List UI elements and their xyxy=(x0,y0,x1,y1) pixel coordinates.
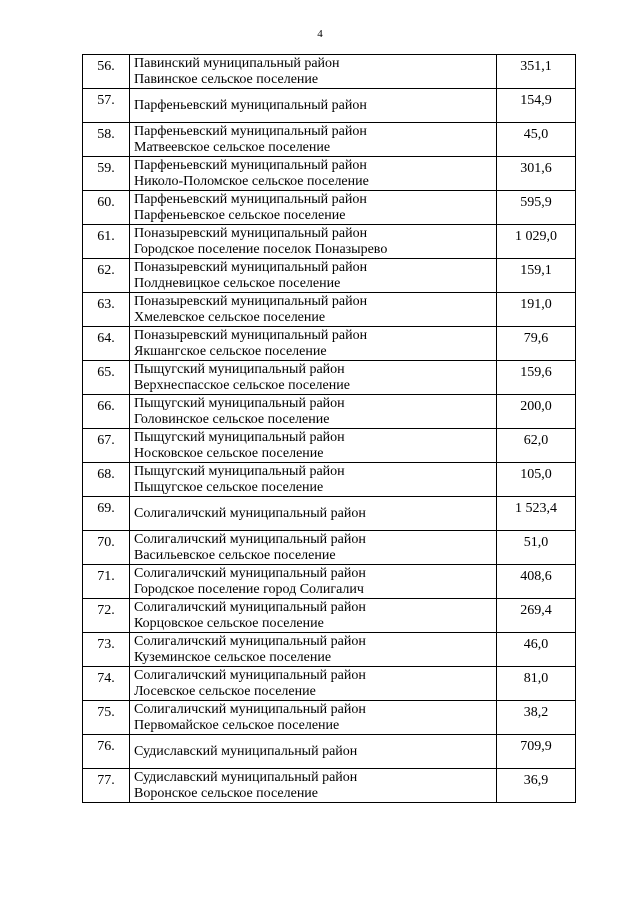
row-value: 595,9 xyxy=(497,191,576,225)
row-number: 74. xyxy=(83,667,130,701)
settlement-name: Воронское сельское поселение xyxy=(134,786,319,801)
row-number: 64. xyxy=(83,327,130,361)
row-value: 200,0 xyxy=(497,395,576,429)
row-value: 38,2 xyxy=(497,701,576,735)
row-number: 63. xyxy=(83,293,130,327)
settlement-name: Первомайское сельское поселение xyxy=(134,718,340,733)
table-row xyxy=(83,123,576,157)
settlement-name: Головинское сельское поселение xyxy=(134,412,330,427)
row-value: 191,0 xyxy=(497,293,576,327)
row-value: 105,0 xyxy=(497,463,576,497)
table-row xyxy=(83,191,576,225)
row-number: 67. xyxy=(83,429,130,463)
settlement-name: Павинское сельское поселение xyxy=(134,72,319,87)
district-name: Поназыревский муниципальный район xyxy=(134,328,368,343)
row-name-cell xyxy=(130,599,497,633)
settlement-name: Якшангское сельское поселение xyxy=(134,344,327,359)
row-value: 709,9 xyxy=(497,735,576,769)
table-row xyxy=(83,667,576,701)
row-number: 59. xyxy=(83,157,130,191)
district-name: Парфеньевский муниципальный район xyxy=(134,158,367,173)
settlement-name: Верхнеспасское сельское поселение xyxy=(134,378,350,393)
row-value: 46,0 xyxy=(497,633,576,667)
row-name-cell xyxy=(130,123,497,157)
table-row xyxy=(83,429,576,463)
row-number: 61. xyxy=(83,225,130,259)
row-name-cell xyxy=(130,633,497,667)
row-value: 1 029,0 xyxy=(497,225,576,259)
settlement-name: Пыщугское сельское поселение xyxy=(134,480,324,495)
row-number: 57. xyxy=(83,89,130,123)
district-name: Пыщугский муниципальный район xyxy=(134,430,345,445)
row-value: 81,0 xyxy=(497,667,576,701)
row-name-cell xyxy=(130,293,497,327)
row-number: 75. xyxy=(83,701,130,735)
page-number: 4 xyxy=(317,28,323,40)
table-row xyxy=(83,259,576,293)
row-number: 77. xyxy=(83,769,130,803)
row-name-cell xyxy=(130,531,497,565)
district-name: Поназыревский муниципальный район xyxy=(134,226,368,241)
row-number: 72. xyxy=(83,599,130,633)
district-name: Поназыревский муниципальный район xyxy=(134,260,368,275)
table-row xyxy=(83,361,576,395)
settlement-name: Куземинское сельское поселение xyxy=(134,650,332,665)
row-name-cell xyxy=(130,429,497,463)
row-name-cell xyxy=(130,735,497,769)
district-name: Солигаличский муниципальный район xyxy=(134,532,366,547)
row-number: 58. xyxy=(83,123,130,157)
row-name-cell xyxy=(130,157,497,191)
district-name: Солигаличский муниципальный район xyxy=(134,600,366,615)
row-number: 65. xyxy=(83,361,130,395)
district-name: Судиславский муниципальный район xyxy=(134,744,358,759)
row-value: 408,6 xyxy=(497,565,576,599)
row-number: 71. xyxy=(83,565,130,599)
row-value: 154,9 xyxy=(497,89,576,123)
row-name-cell xyxy=(130,769,497,803)
table-body xyxy=(83,55,576,803)
district-name: Судиславский муниципальный район xyxy=(134,770,358,785)
row-name-cell xyxy=(130,667,497,701)
row-value: 51,0 xyxy=(497,531,576,565)
settlement-name: Корцовское сельское поселение xyxy=(134,616,324,631)
district-name: Парфеньевский муниципальный район xyxy=(134,192,367,207)
district-name: Пыщугский муниципальный район xyxy=(134,396,345,411)
row-value: 1 523,4 xyxy=(497,497,576,531)
row-value: 159,1 xyxy=(497,259,576,293)
row-name-cell xyxy=(130,395,497,429)
settlement-name: Городское поселение поселок Поназырево xyxy=(134,242,388,257)
district-name: Парфеньевский муниципальный район xyxy=(134,124,367,139)
district-name: Павинский муниципальный район xyxy=(134,56,340,71)
district-name: Поназыревский муниципальный район xyxy=(134,294,368,309)
row-number: 68. xyxy=(83,463,130,497)
table-row xyxy=(83,55,576,89)
row-name-cell xyxy=(130,463,497,497)
row-name-cell xyxy=(130,225,497,259)
table-row xyxy=(83,531,576,565)
row-number: 56. xyxy=(83,55,130,89)
row-name-cell xyxy=(130,497,497,531)
row-name-cell xyxy=(130,327,497,361)
row-value: 62,0 xyxy=(497,429,576,463)
district-name: Солигаличский муниципальный район xyxy=(134,506,366,521)
settlement-name: Лосевское сельское поселение xyxy=(134,684,316,699)
row-number: 70. xyxy=(83,531,130,565)
table-row xyxy=(83,463,576,497)
settlement-name: Носковское сельское поселение xyxy=(134,446,324,461)
settlement-name: Николо-Поломское сельское поселение xyxy=(134,174,369,189)
table-row xyxy=(83,565,576,599)
table-row xyxy=(83,633,576,667)
district-name: Солигаличский муниципальный район xyxy=(134,566,366,581)
row-name-cell xyxy=(130,701,497,735)
row-name-cell xyxy=(130,565,497,599)
row-name-cell xyxy=(130,55,497,89)
row-number: 66. xyxy=(83,395,130,429)
row-number: 69. xyxy=(83,497,130,531)
district-name: Солигаличский муниципальный район xyxy=(134,634,366,649)
row-number: 60. xyxy=(83,191,130,225)
row-name-cell xyxy=(130,191,497,225)
table-row xyxy=(83,599,576,633)
row-value: 351,1 xyxy=(497,55,576,89)
settlement-name: Васильевское сельское поселение xyxy=(134,548,336,563)
district-name: Солигаличский муниципальный район xyxy=(134,668,366,683)
district-name: Парфеньевский муниципальный район xyxy=(134,98,367,113)
table-row xyxy=(83,769,576,803)
row-value: 45,0 xyxy=(497,123,576,157)
row-number: 62. xyxy=(83,259,130,293)
table-row xyxy=(83,327,576,361)
row-name-cell xyxy=(130,89,497,123)
row-value: 269,4 xyxy=(497,599,576,633)
settlement-name: Хмелевское сельское поселение xyxy=(134,310,326,325)
table-row xyxy=(83,497,576,531)
district-name: Солигаличский муниципальный район xyxy=(134,702,366,717)
table-row xyxy=(83,735,576,769)
row-value: 159,6 xyxy=(497,361,576,395)
settlement-name: Полдневицкое сельское поселение xyxy=(134,276,341,291)
row-number: 76. xyxy=(83,735,130,769)
table-row xyxy=(83,701,576,735)
table-row xyxy=(83,89,576,123)
table-row xyxy=(83,157,576,191)
row-value: 36,9 xyxy=(497,769,576,803)
row-name-cell xyxy=(130,259,497,293)
district-name: Пыщугский муниципальный район xyxy=(134,464,345,479)
row-name-cell xyxy=(130,361,497,395)
municipal-table xyxy=(82,54,576,803)
row-number: 73. xyxy=(83,633,130,667)
table-row xyxy=(83,293,576,327)
settlement-name: Городское поселение город Солигалич xyxy=(134,582,364,597)
row-value: 301,6 xyxy=(497,157,576,191)
table-row xyxy=(83,225,576,259)
district-name: Пыщугский муниципальный район xyxy=(134,362,345,377)
table-row xyxy=(83,395,576,429)
settlement-name: Матвеевское сельское поселение xyxy=(134,140,331,155)
settlement-name: Парфеньевское сельское поселение xyxy=(134,208,346,223)
row-value: 79,6 xyxy=(497,327,576,361)
